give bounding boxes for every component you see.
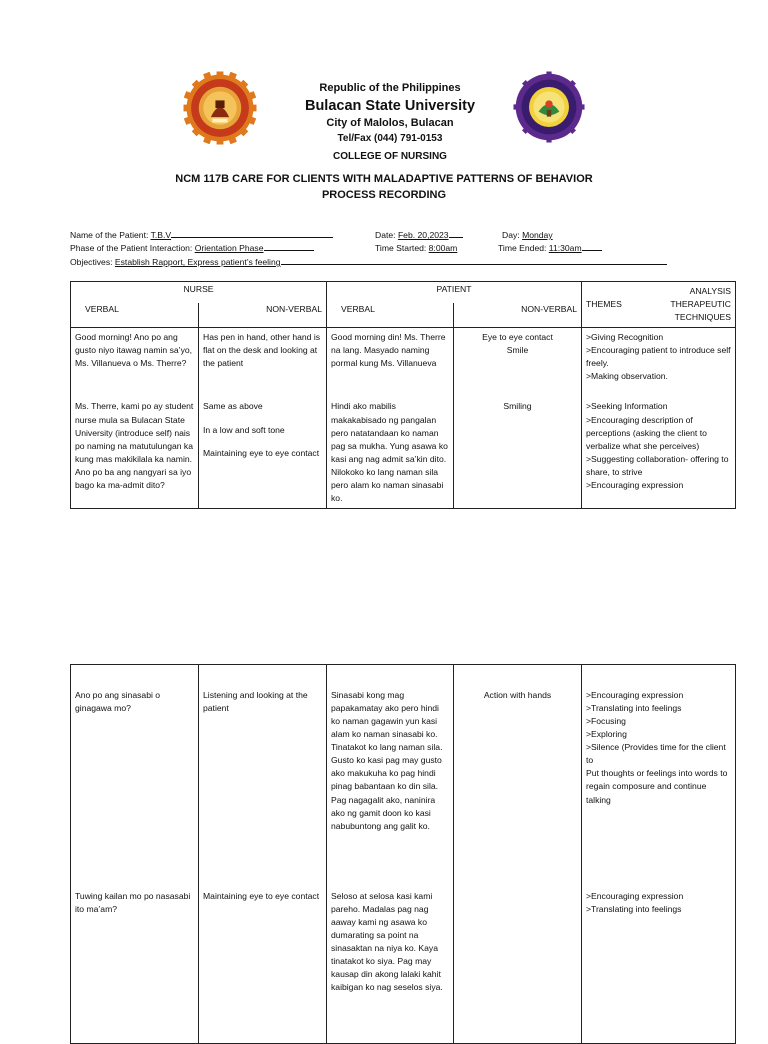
nurse-header: NURSE (71, 282, 327, 304)
patient-name-field (70, 229, 333, 242)
telfax-line: Tel/Fax (044) 791-0153 (337, 133, 443, 145)
nurse-nonverbal-header: NON-VERBAL (199, 303, 327, 328)
nurse-verbal-cell: Ms. Therre, kami po ay student nurse mula sa Bulacan State University (introduce self) nais po naming na matutulungan ka kung mas makikilala ka namin. Ano po ba ang nangyari sa iyo bago ka ma-admit dito? (71, 386, 199, 508)
nurse-verbal-cell: Good morning! Ano po ang gusto niyo itawag namin sa’yo, Ms. Villanueva o Ms. Therre? (71, 328, 199, 387)
objectives-value: Establish Rapport, Express patient’s feeling (114, 257, 281, 267)
time-started-label: Time Started: (375, 243, 427, 253)
city-line: City of Malolos, Bulacan (326, 116, 454, 129)
university-name: Bulacan State University (304, 97, 476, 114)
themes-analysis-header (582, 282, 736, 328)
patient-nonverbal-cell: Smiling (454, 386, 582, 508)
patient-verbal-cell: Hindi ako mabilis makakabisado ng pangalan pero natatandaan ko naman pag sa mukha. Yung asawa ko kasi ang nag admit sa’kin dito. Nilokoko ko lang naman sila pero alam ko naman sinasabi ko. (327, 386, 454, 508)
objectives-underline (281, 256, 667, 265)
date-underline (449, 229, 463, 238)
nurse-verbal-cell: Tuwing kailan mo po nasasabi ito ma’am? (71, 870, 199, 1044)
objectives-label: Objectives: (70, 257, 113, 267)
patient-header: PATIENT (327, 282, 582, 304)
time-ended-field (498, 242, 602, 255)
course-title: NCM 117B CARE FOR CLIENTS WITH MALADAPTIVE PATTERNS OF BEHAVIOR (175, 173, 593, 185)
patient-verbal-cell: Seloso at selosa kasi kami pareho. Madalas pag nag aaway kami ng asawa ko dumarating sa point na sinasaktan na niya ko. Kaya tinatakot ko siya. Pag may kausap din akong lalaki kahit kaibigan ko nag seselos siya. (327, 870, 454, 1044)
patient-verbal-header: VERBAL (327, 303, 454, 328)
analysis-label: ANALYSIS (689, 286, 732, 296)
time-ended-underline (582, 242, 602, 251)
patient-name-value: T.B.V (150, 230, 172, 240)
form-title: PROCESS RECORDING (321, 188, 447, 201)
objectives-field (70, 256, 667, 269)
date-value: Feb. 20,2023 (397, 230, 449, 240)
day-label: Day: (502, 230, 520, 240)
patient-verbal-cell: Good morning din! Ms. Therre na lang. Masyado naming pormal kung Ms. Villanueva (327, 328, 454, 387)
patient-nonverbal-cell: Action with hands (454, 665, 582, 871)
themes-cell: >Giving Recognition >Encouraging patient to introduce self freely. >Making observation. (582, 328, 736, 387)
letterhead (280, 80, 500, 164)
therapeutic-label: THERAPEUTIC (670, 299, 732, 310)
phase-underline (264, 242, 314, 251)
themes-cell: >Encouraging expression >Translating into feelings (582, 870, 736, 1044)
bulacan-state-university-seal-logo (182, 70, 258, 146)
process-recording-table-page-1 (70, 281, 736, 509)
nurse-nonverbal-cell: Listening and looking at the patient (199, 665, 327, 871)
day-field (502, 229, 553, 242)
college-of-nursing-seal-logo (512, 70, 586, 144)
phase-label: Phase of the Patient Interaction: (70, 243, 193, 253)
themes-cell: >Seeking Information >Encouraging description of perceptions (asking the client to verbalize what she perceives) >Suggesting collaboration- offering to share, to strive >Encouraging expression (582, 386, 736, 508)
day-value: Monday (522, 230, 553, 240)
table-header-row (71, 282, 736, 304)
nurse-nonverbal-cell: Maintaining eye to eye contact (199, 870, 327, 1044)
themes-cell: >Encouraging expression >Translating into feelings >Focusing >Exploring >Silence (Provides time for the client to Put thoughts or feelings into words to regain composure and continue talking (582, 665, 736, 871)
date-field (375, 229, 463, 242)
table-row (71, 328, 736, 387)
patient-nonverbal-header: NON-VERBAL (454, 303, 582, 328)
techniques-label: TECHNIQUES (674, 312, 732, 323)
nurse-nonverbal-cell: Has pen in hand, other hand is flat on the desk and looking at the patient (199, 328, 327, 387)
date-label: Date: (375, 230, 396, 240)
phase-field (70, 242, 314, 255)
table-row (71, 386, 736, 508)
nurse-verbal-cell: Ano po ang sinasabi o ginagawa mo? (71, 665, 199, 871)
document-title (0, 172, 768, 204)
table-row (71, 870, 736, 1044)
patient-name-underline (171, 229, 333, 238)
table-row (71, 665, 736, 871)
time-ended-value: 11:30am (548, 243, 582, 253)
republic-line: Republic of the Philippines (319, 82, 461, 94)
patient-nonverbal-cell (454, 870, 582, 1044)
patient-name-label: Name of the Patient: (70, 230, 149, 240)
time-ended-label: Time Ended: (498, 243, 547, 253)
nurse-nonverbal-cell: Same as above In a low and soft tone Maintaining eye to eye contact (199, 386, 327, 508)
college-name: COLLEGE OF NURSING (333, 151, 447, 163)
process-recording-table-page-2 (70, 664, 736, 1044)
nurse-verbal-header: VERBAL (71, 303, 199, 328)
phase-value: Orientation Phase (194, 243, 264, 253)
patient-verbal-cell: Sinasabi kong mag papakamatay ako pero hindi ko naman gagawin yun kasi alam ko naman sinasabi ko. Tinatakot ko lang naman sila. Gusto ko kasi pag may gusto ako makukuha ko pag hindi pinag babantaan ko din sila. Pag nagagalit ako, naninira ako ng gamit doon ko kasi nabubuntong ang galit ko. (327, 665, 454, 871)
patient-nonverbal-cell: Eye to eye contact Smile (454, 328, 582, 387)
themes-label: THEMES (586, 299, 622, 310)
time-started-field (375, 242, 457, 255)
time-started-value: 8:00am (428, 243, 458, 253)
